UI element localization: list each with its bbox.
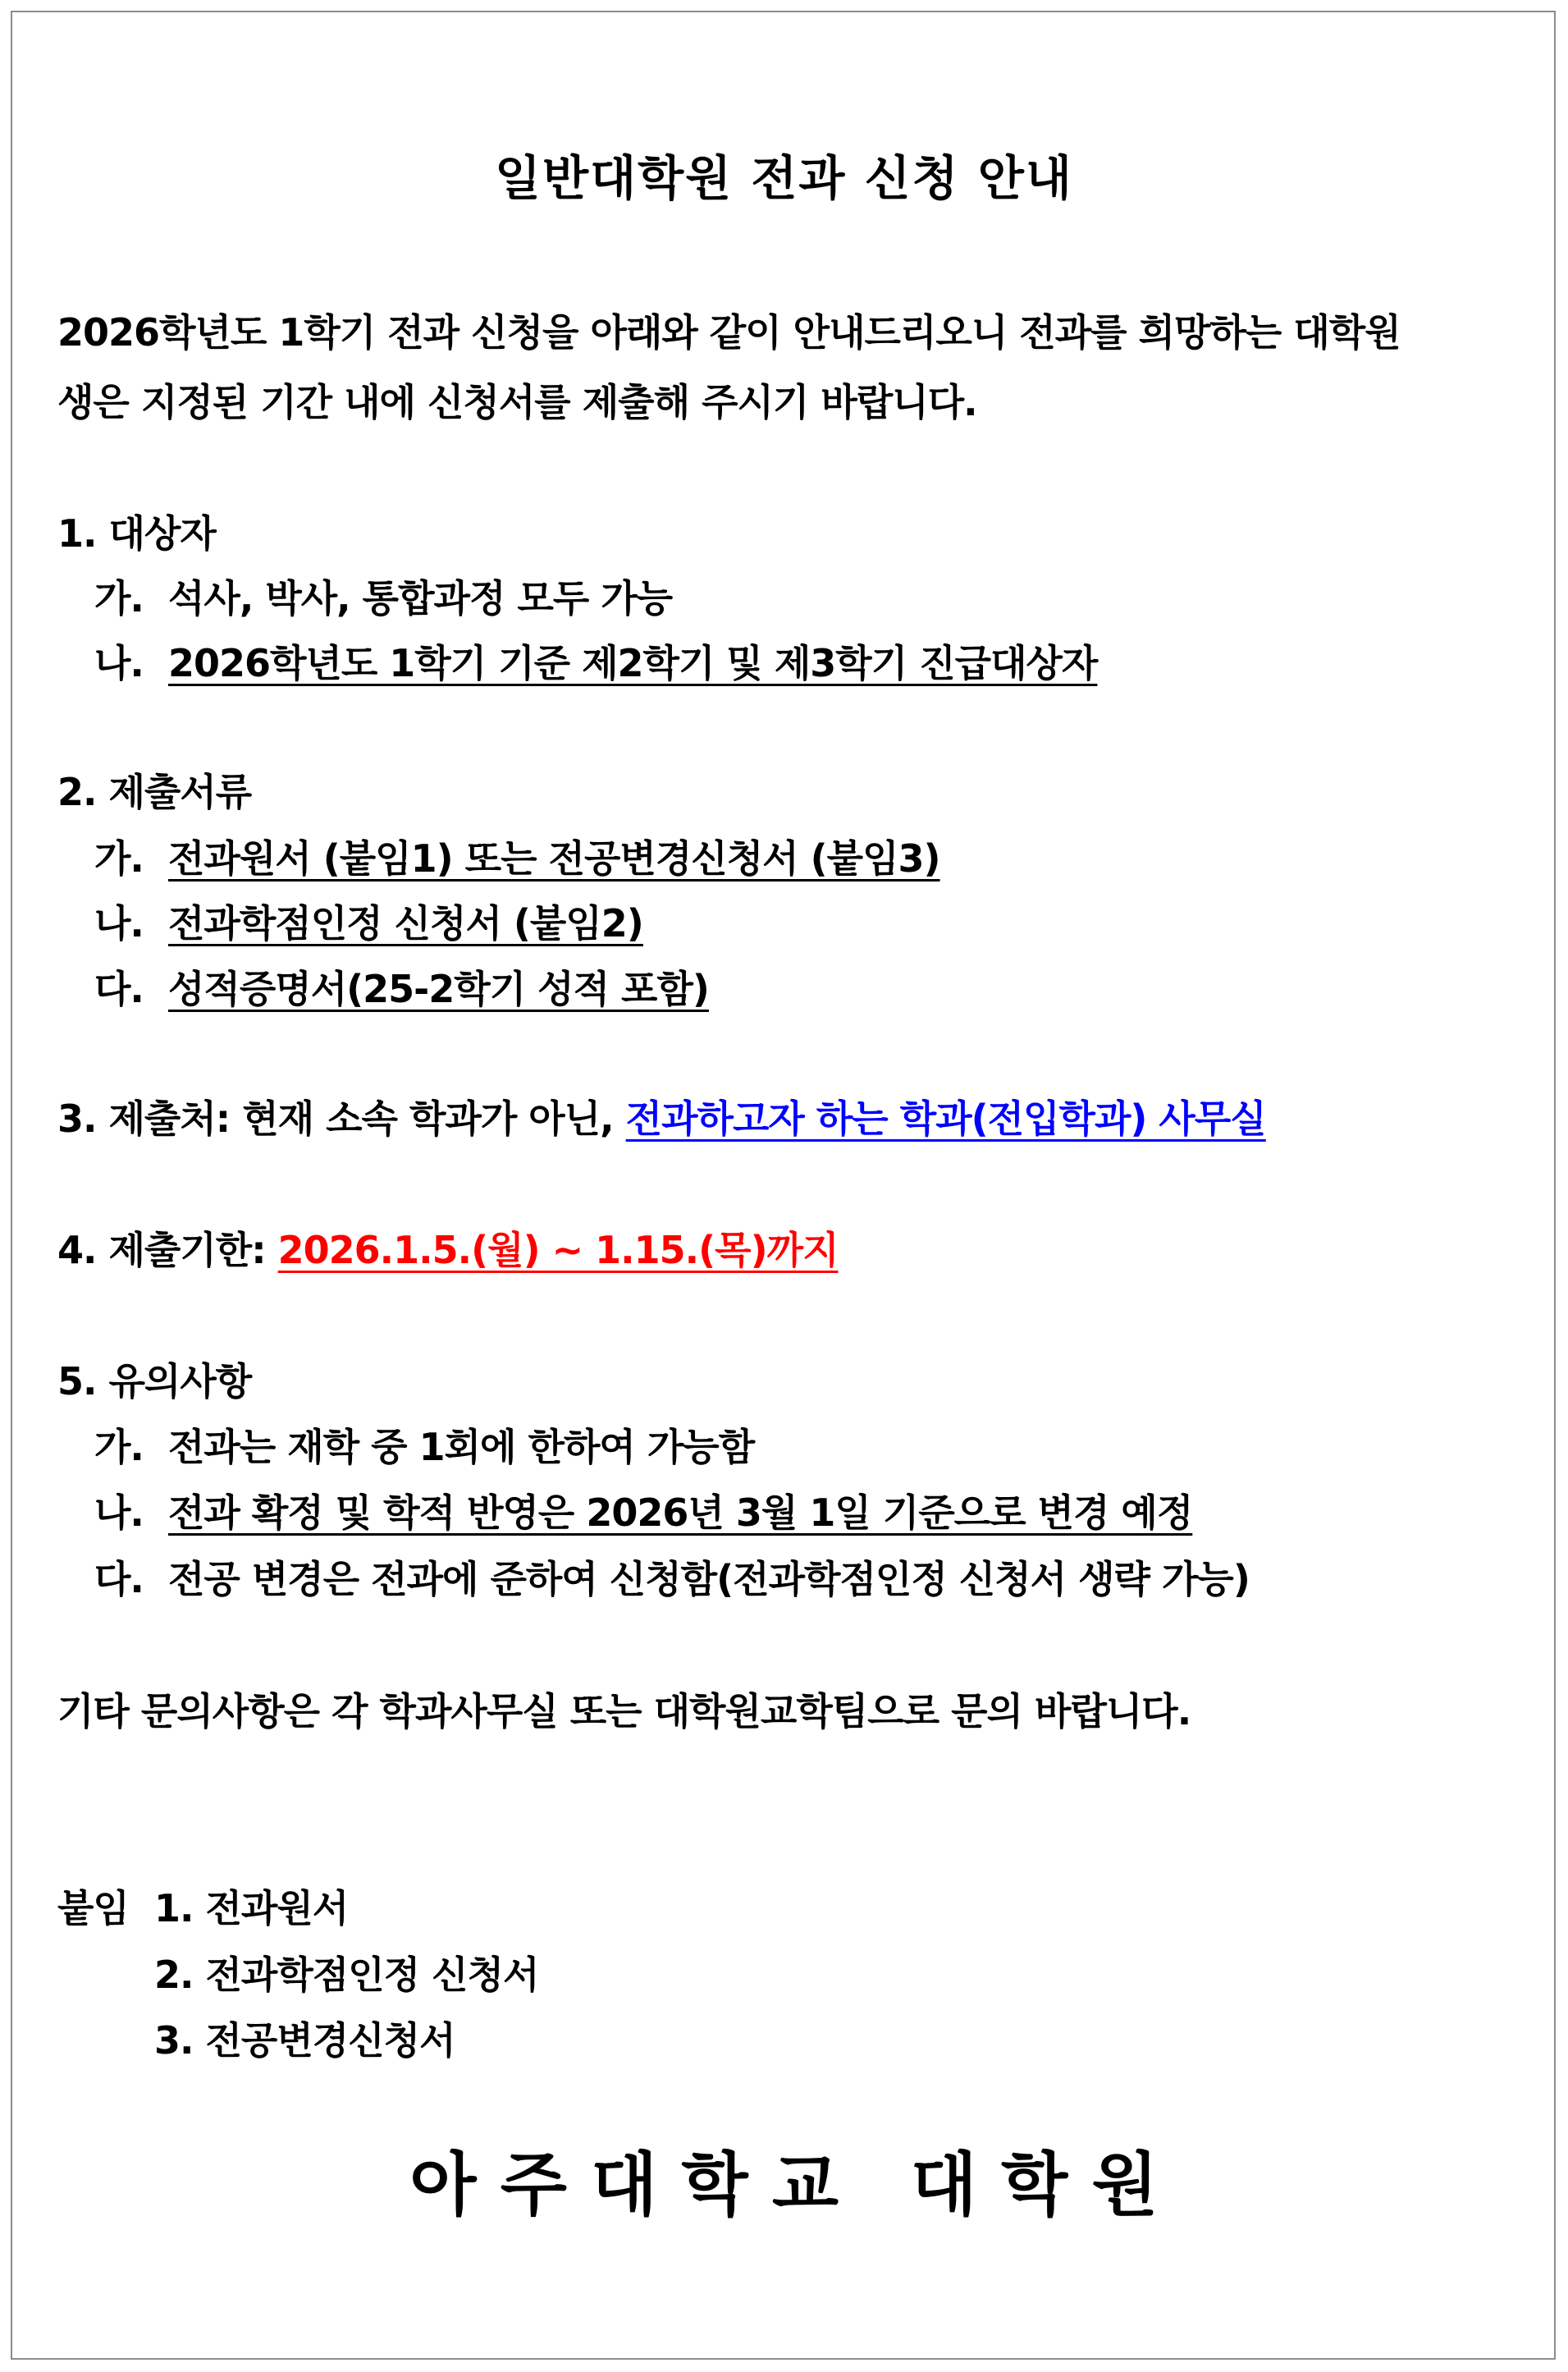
contact-note: 기타 문의사항은 각 학과사무실 또는 대학원교학팀으로 문의 바랍니다. bbox=[57, 1689, 1191, 1733]
item-marker: 가. bbox=[94, 576, 156, 620]
item-text: 석사, 박사, 통합과정 모두 가능 bbox=[167, 576, 673, 620]
attachment-item-2: 2. 전과학점인정 신청서 bbox=[154, 1953, 539, 1997]
item-text: 2026학년도 1학기 기준 제2학기 및 제3학기 진급대상자 bbox=[167, 641, 1098, 685]
section1-heading: 1. 대상자 bbox=[57, 511, 216, 556]
item-marker: 다. bbox=[94, 967, 156, 1011]
section5-item-3 bbox=[94, 1557, 1250, 1601]
section4-prefix: 4. 제출기한: bbox=[57, 1228, 278, 1272]
section5-item-1 bbox=[94, 1425, 755, 1469]
section1-item-2 bbox=[94, 641, 1098, 685]
page-title: 일반대학원 전과 신청 안내 bbox=[495, 150, 1073, 206]
item-text: 성적증명서(25-2학기 성적 포함) bbox=[167, 967, 709, 1011]
item-text: 전과원서 (붙임1) 또는 전공변경신청서 (붙임3) bbox=[167, 836, 940, 881]
attachment-item-3: 3. 전공변경신청서 bbox=[154, 2018, 455, 2063]
document-border bbox=[11, 11, 1556, 2360]
item-marker: 나. bbox=[94, 641, 156, 685]
item-text: 전과 확정 및 학적 반영은 2026년 3월 1일 기준으로 변경 예정 bbox=[167, 1491, 1193, 1535]
attachment-item-1: 1. 전과원서 bbox=[154, 1886, 349, 1930]
intro-line-1: 2026학년도 1학기 전과 신청을 아래와 같이 안내드리오니 전과를 희망하는 대학원 bbox=[57, 310, 1401, 355]
section3-prefix: 3. 제출처: 현재 소속 학과가 아닌, bbox=[57, 1097, 626, 1141]
item-marker: 가. bbox=[94, 1425, 156, 1469]
issuer-name: 아 주 대 학 교 대 학 원 bbox=[409, 2145, 1159, 2225]
intro-line-2: 생은 지정된 기간 내에 신청서를 제출해 주시기 바랍니다. bbox=[57, 380, 977, 424]
section5-item-2 bbox=[94, 1491, 1193, 1535]
section2-item-3 bbox=[94, 967, 709, 1011]
item-marker: 다. bbox=[94, 1557, 156, 1601]
item-text: 전공 변경은 전과에 준하여 신청함(전과학점인정 신청서 생략 가능) bbox=[167, 1557, 1250, 1601]
item-marker: 가. bbox=[94, 836, 156, 881]
item-marker: 나. bbox=[94, 1491, 156, 1535]
item-marker: 나. bbox=[94, 901, 156, 946]
section4-line bbox=[57, 1228, 839, 1272]
attachments-label: 붙임 bbox=[57, 1886, 129, 1930]
section5-heading: 5. 유의사항 bbox=[57, 1359, 252, 1404]
section4-deadline: 2026.1.5.(월) ~ 1.15.(목)까지 bbox=[277, 1228, 839, 1272]
section2-heading: 2. 제출서류 bbox=[57, 770, 252, 814]
section2-item-1 bbox=[94, 836, 940, 881]
section2-item-2 bbox=[94, 901, 643, 946]
item-text: 전과는 재학 중 1회에 한하여 가능함 bbox=[167, 1425, 755, 1469]
item-text: 전과학점인정 신청서 (붙임2) bbox=[167, 901, 643, 946]
section1-item-1 bbox=[94, 576, 673, 620]
section3-destination: 전과하고자 하는 학과(전입학과) 사무실 bbox=[625, 1097, 1266, 1141]
section3-line bbox=[57, 1097, 1266, 1141]
